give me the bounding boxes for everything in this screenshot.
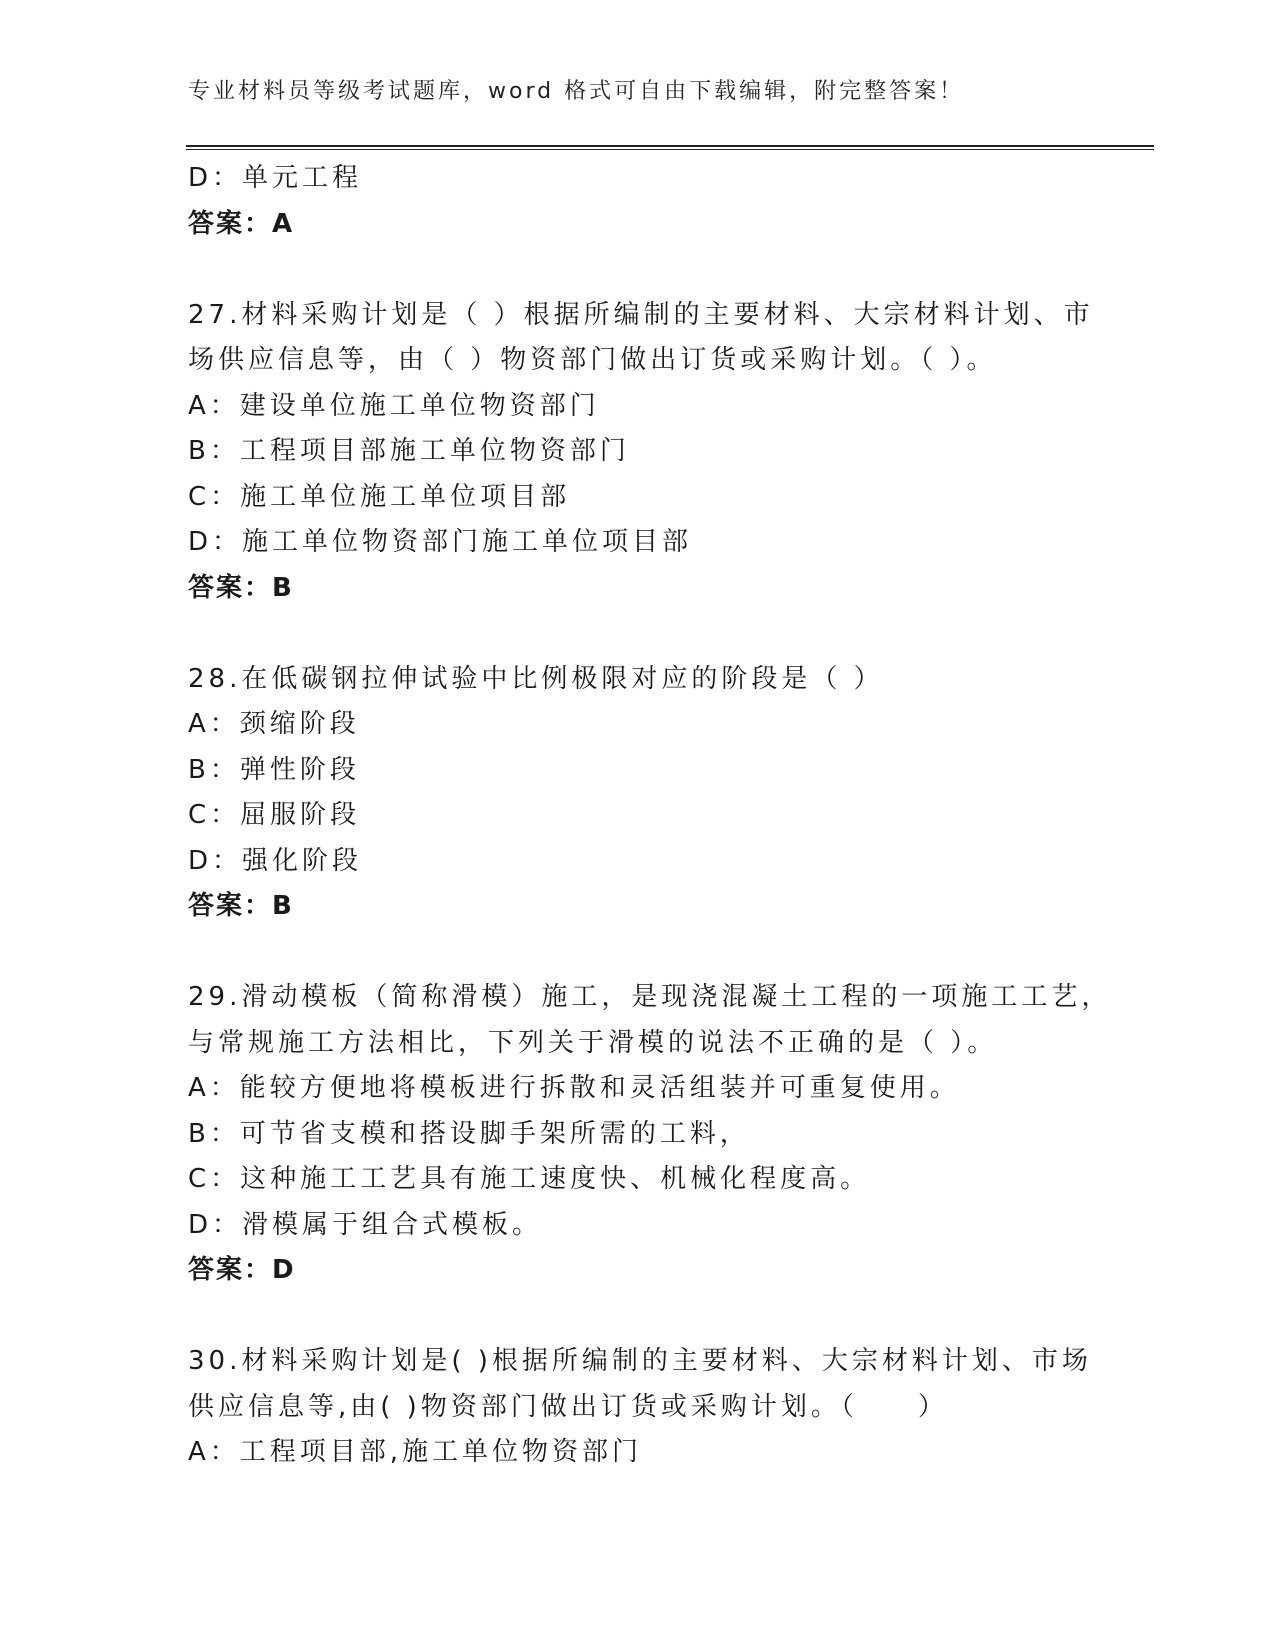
question-stem: 场供应信息等，由（ ）物资部门做出订货或采购计划。（ ）。: [188, 345, 997, 375]
option-c: C：施工单位施工单位项目部: [188, 481, 571, 512]
question-content: [188, 156, 1112, 1476]
page-header: 专业材料员等级考试题库，word 格式可自由下载编辑，附完整答案！: [188, 79, 965, 104]
question-stem: 29.滑动模板（简称滑模）施工，是现浇混凝土工程的一项施工工艺，: [188, 982, 1112, 1012]
option-d: D：单元工程: [188, 163, 363, 193]
question-stem: 供应信息等,由( )物资部门做出订货或采购计划。（ ）: [188, 1391, 948, 1422]
option-b: B：可节省支模和搭设脚手架所需的工料，: [188, 1118, 750, 1149]
answer: 答案：A: [188, 208, 295, 239]
question-stem: 30.材料采购计划是( )根据所编制的主要材料、大宗材料计划、市场: [188, 1346, 1092, 1376]
option-b: B：工程项目部施工单位物资部门: [188, 436, 630, 466]
question-30: [188, 1339, 1092, 1476]
question-29: [188, 975, 1112, 1294]
option-d: D：强化阶段: [188, 845, 363, 876]
option-a: A：建设单位施工单位物资部门: [188, 390, 600, 421]
option-a: A：工程项目部,施工单位物资部门: [188, 1437, 643, 1467]
header-divider: [186, 145, 1154, 150]
spacer: [188, 611, 1088, 657]
option-b: B：弹性阶段: [188, 754, 360, 785]
option-d: D：施工单位物资部门施工单位项目部: [188, 527, 693, 557]
question-27: [188, 293, 1094, 612]
question-stem: 28.在低碳钢拉伸试验中比例极限对应的阶段是（ ）: [188, 663, 884, 694]
option-a: A：颈缩阶段: [188, 709, 360, 739]
question-stem: 27.材料采购计划是（ ）根据所编制的主要材料、大宗材料计划、市: [188, 299, 1094, 330]
spacer: [188, 1294, 1088, 1340]
question-28: [188, 657, 1088, 930]
option-c: C：屈服阶段: [188, 800, 361, 830]
option-c: C：这种施工工艺具有施工速度快、机械化程度高。: [188, 1164, 871, 1194]
answer: 答案：D: [188, 1255, 296, 1285]
answer: 答案：B: [188, 891, 294, 921]
spacer: [188, 930, 1088, 976]
answer: 答案：B: [188, 572, 294, 603]
question-stem: 与常规施工方法相比，下列关于滑模的说法不正确的是（ ）。: [188, 1027, 998, 1058]
spacer: [188, 247, 1088, 293]
option-d: D：滑模属于组合式模板。: [188, 1209, 543, 1240]
option-a: A：能较方便地将模板进行拆散和灵活组装并可重复使用。: [188, 1073, 960, 1103]
